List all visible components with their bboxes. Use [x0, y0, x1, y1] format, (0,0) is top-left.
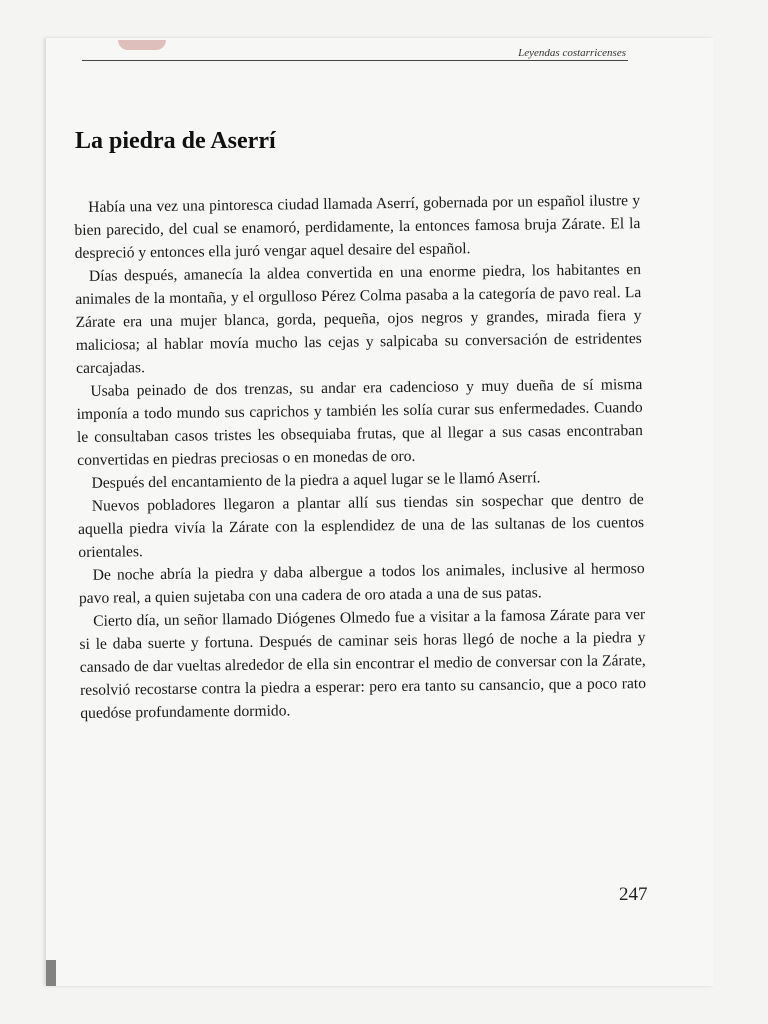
paragraph: Había una vez una pintoresca ciudad llamada Aserrí, gobernada por un español ilustre y bien parecido, del cual se enamoró, perdidamente, la entonces famosa bruja Zárate. El la despreció y entonces ella juró vengar aquel desaire del español. — [74, 192, 641, 262]
paragraph: Después del encantamiento de la piedra a aquel lugar se le llamó Aserrí. — [91, 469, 541, 492]
running-head: Leyendas costarricenses — [518, 47, 626, 59]
paragraph: Usaba peinado de dos trenzas, su andar era cadencioso y muy dueña de sí misma imponía a todo mundo sus caprichos y también les solía curar sus enfermedades. Cuando le consultaban casos tristes les obsequiaba frutas, que al llegar a sus casas encontraban convertidas en piedras preciosas o en monedas de oro. — [76, 376, 644, 469]
sticky-tab-mark — [118, 40, 166, 50]
page-number: 247 — [619, 884, 648, 905]
story-title: La piedra de Aserrí — [75, 128, 276, 154]
header-rule — [82, 60, 628, 61]
story-body — [74, 189, 646, 725]
paragraph: Días después, amanecía la aldea convertida en una enorme piedra, los habitantes en animales de la montaña, y el orgulloso Pérez Colma pasaba a la categoría de pavo real. La Zárate era una mujer blanca, gorda, pequeña, ojos negros y grandes, mirada fiera y maliciosa; al hablar movía mucho las cejas y salpicaba su conversación de estridentes carcajadas. — [75, 261, 642, 377]
paragraph: De noche abría la piedra y daba albergue a todos los animales, inclusive al hermoso pavo real, a quien sujetaba con una cadera de oro atada a una de sus patas. — [78, 560, 645, 607]
paragraph: Nuevos pobladores llegaron a plantar allí sus tiendas sin sospechar que dentro de aquella piedra vivía la Zárate con la esplendidez de una de las sultanas de los cuentos orientales. — [77, 491, 645, 561]
binding-shadow — [46, 960, 56, 986]
paragraph: Cierto día, un señor llamado Diógenes Olmedo fue a visitar a la famosa Zárate para ver si le daba suerte y fortuna. Después de caminar seis horas llegó de noche a la piedra y cansado de dar vueltas alrededor de ella sin encontrar el medio de conversar con la Zárate, resolvió recostarse contra la piedra a esperar: pero era tanto su cansancio, que a poco rato quedóse profundamente dormido. — [79, 606, 647, 722]
